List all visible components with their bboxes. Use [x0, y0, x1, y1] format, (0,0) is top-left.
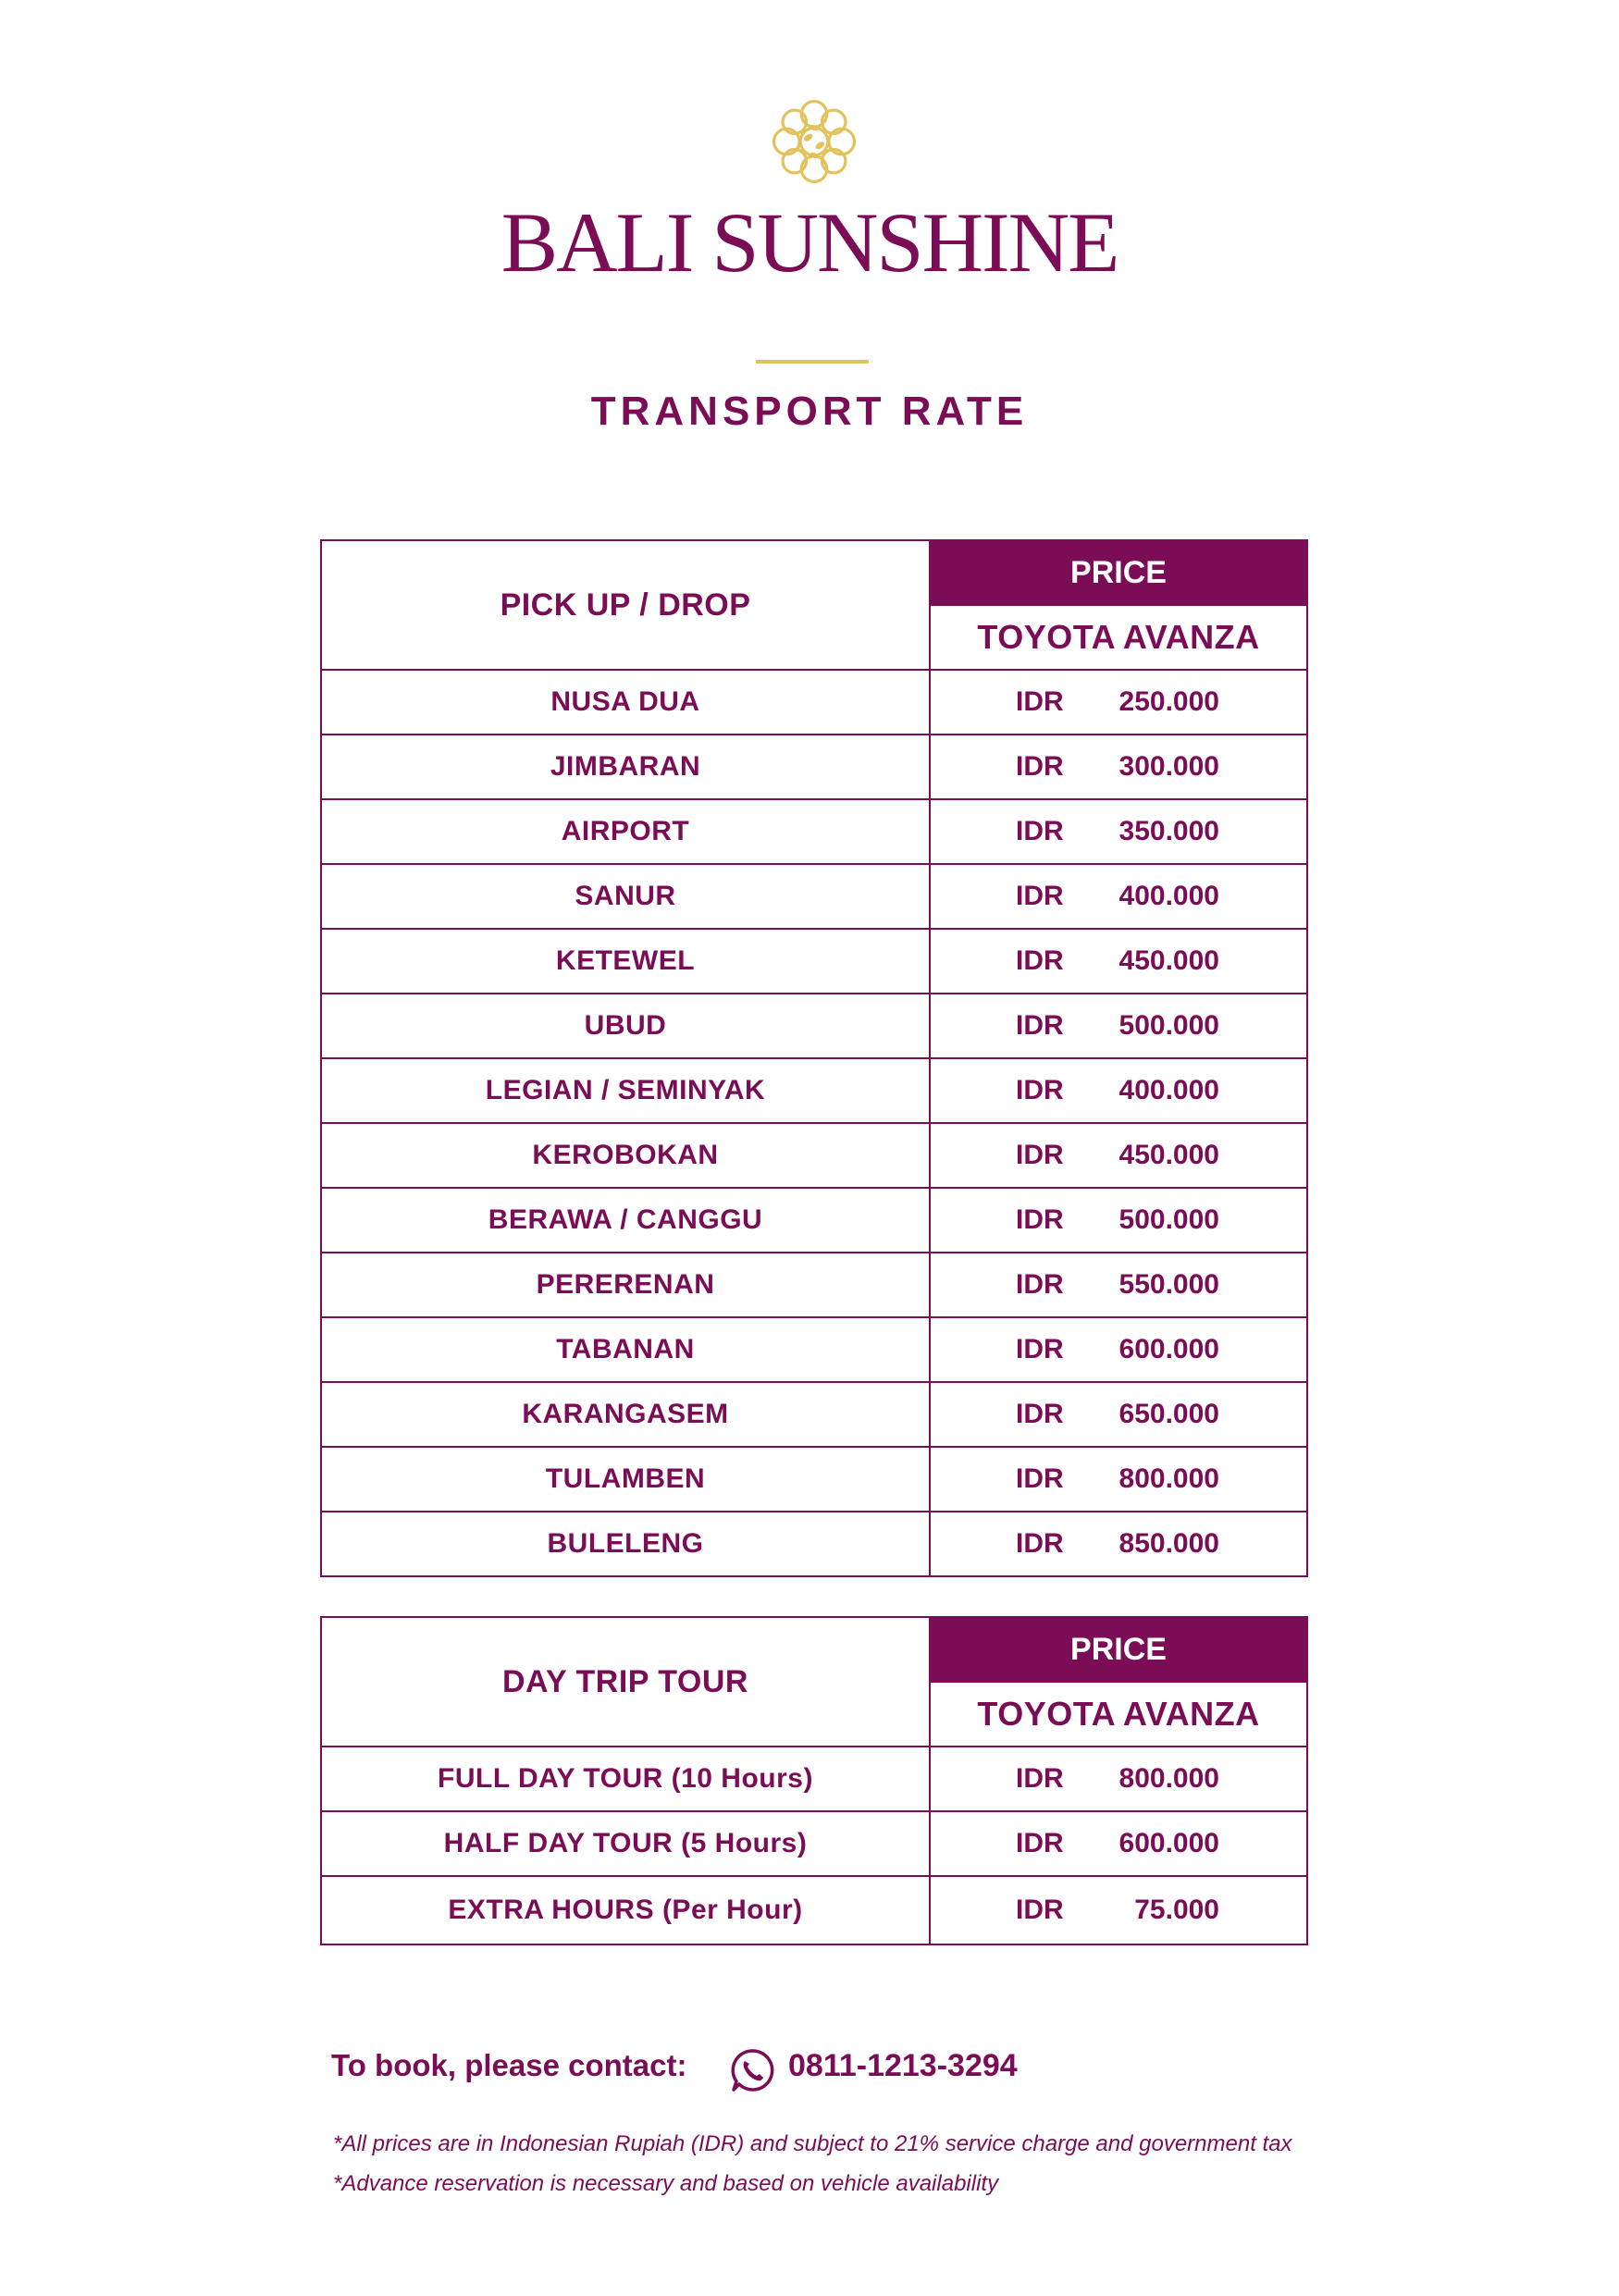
- table-row: [321, 734, 1307, 799]
- price-amount: 850.000: [1118, 1528, 1219, 1559]
- price-amount: 250.000: [1118, 686, 1219, 717]
- price-cell: [930, 1317, 1307, 1382]
- currency-label: IDR: [1016, 1399, 1064, 1429]
- currency-label: IDR: [1016, 1334, 1064, 1364]
- table-row: [321, 1123, 1307, 1188]
- location-cell: TABANAN: [321, 1317, 930, 1382]
- location-cell: SANUR: [321, 864, 930, 929]
- price-cell: [930, 1876, 1307, 1944]
- price-amount: 450.000: [1118, 945, 1219, 976]
- table-row: [321, 994, 1307, 1058]
- table-row: [321, 1058, 1307, 1123]
- table-row: [321, 1447, 1307, 1512]
- page-title: TRANSPORT RATE: [590, 389, 1029, 434]
- location-cell: AIRPORT: [321, 799, 930, 864]
- vehicle-header: TOYOTA AVANZA: [930, 605, 1307, 670]
- price-cell: [930, 1188, 1307, 1253]
- currency-label: IDR: [1016, 751, 1064, 782]
- price-cell: [930, 864, 1307, 929]
- table-row: [321, 670, 1307, 734]
- price-amount: 650.000: [1118, 1399, 1219, 1429]
- location-cell: JIMBARAN: [321, 734, 930, 799]
- location-cell: KEROBOKAN: [321, 1123, 930, 1188]
- price-amount: 800.000: [1118, 1763, 1219, 1794]
- price-amount: 600.000: [1118, 1334, 1219, 1364]
- price-amount: 500.000: [1118, 1010, 1219, 1041]
- price-amount: 450.000: [1118, 1140, 1219, 1170]
- price-cell: [930, 670, 1307, 734]
- location-cell: KARANGASEM: [321, 1382, 930, 1447]
- price-amount: 400.000: [1118, 1075, 1219, 1105]
- whatsapp-icon: [729, 2047, 775, 2093]
- table-row: [321, 1747, 1307, 1811]
- day-trip-table: [320, 1616, 1308, 1945]
- day-trip-header: DAY TRIP TOUR: [321, 1617, 930, 1747]
- price-amount: 400.000: [1118, 881, 1219, 911]
- location-cell: TULAMBEN: [321, 1447, 930, 1512]
- price-amount: 75.000: [1134, 1895, 1219, 1925]
- price-cell: [930, 1253, 1307, 1317]
- currency-label: IDR: [1016, 686, 1064, 717]
- price-amount: 500.000: [1118, 1204, 1219, 1235]
- table-row: [321, 1382, 1307, 1447]
- price-amount: 550.000: [1118, 1269, 1219, 1300]
- table-row: [321, 1188, 1307, 1253]
- table-row: [321, 1876, 1307, 1944]
- price-header: PRICE: [930, 1617, 1307, 1682]
- price-cell: [930, 1811, 1307, 1876]
- table-row: [321, 1253, 1307, 1317]
- vehicle-header: TOYOTA AVANZA: [930, 1682, 1307, 1747]
- price-cell: [930, 994, 1307, 1058]
- location-cell: LEGIAN / SEMINYAK: [321, 1058, 930, 1123]
- price-amount: 350.000: [1118, 816, 1219, 846]
- price-header: PRICE: [930, 540, 1307, 605]
- table-row: [321, 799, 1307, 864]
- price-cell: [930, 929, 1307, 994]
- brand-name: BALI SUNSHINE: [501, 195, 1118, 290]
- extra-hours-label: EXTRA HOURS (Per Hour): [321, 1876, 930, 1944]
- price-cell: [930, 799, 1307, 864]
- table-row: [321, 1811, 1307, 1876]
- price-cell: [930, 1447, 1307, 1512]
- price-cell: [930, 734, 1307, 799]
- currency-label: IDR: [1016, 1204, 1064, 1235]
- booking-contact-label: To book, please contact:: [331, 2048, 687, 2082]
- price-cell: [930, 1382, 1307, 1447]
- currency-label: IDR: [1016, 945, 1064, 976]
- location-cell: BERAWA / CANGGU: [321, 1188, 930, 1253]
- pickup-drop-header: PICK UP / DROP: [321, 540, 930, 670]
- table-row: [321, 1512, 1307, 1576]
- table-row: [321, 929, 1307, 994]
- currency-label: IDR: [1016, 1528, 1064, 1559]
- title-divider: [756, 360, 869, 364]
- price-cell: [930, 1747, 1307, 1811]
- currency-label: IDR: [1016, 1075, 1064, 1105]
- location-cell: UBUD: [321, 994, 930, 1058]
- brand-logo-icon: [765, 93, 863, 191]
- location-cell: HALF DAY TOUR (5 Hours): [321, 1811, 930, 1876]
- footnote: *Advance reservation is necessary and based on vehicle availability: [333, 2171, 999, 2196]
- location-cell: KETEWEL: [321, 929, 930, 994]
- currency-label: IDR: [1016, 816, 1064, 846]
- currency-label: IDR: [1016, 1895, 1064, 1925]
- price-amount: 600.000: [1118, 1828, 1219, 1858]
- transfer-rate-table: [320, 539, 1308, 1577]
- location-cell: FULL DAY TOUR (10 Hours): [321, 1747, 930, 1811]
- table-row: [321, 864, 1307, 929]
- currency-label: IDR: [1016, 1828, 1064, 1858]
- price-cell: [930, 1058, 1307, 1123]
- footnote: *All prices are in Indonesian Rupiah (IDR) and subject to 21% service charge and government tax: [333, 2131, 1292, 2156]
- price-cell: [930, 1512, 1307, 1576]
- currency-label: IDR: [1016, 1763, 1064, 1794]
- location-cell: PERERENAN: [321, 1253, 930, 1317]
- price-cell: [930, 1123, 1307, 1188]
- currency-label: IDR: [1016, 1140, 1064, 1170]
- location-cell: BULELENG: [321, 1512, 930, 1576]
- currency-label: IDR: [1016, 1010, 1064, 1041]
- phone-number[interactable]: 0811-1213-3294: [788, 2048, 1018, 2083]
- price-amount: 800.000: [1118, 1463, 1219, 1494]
- currency-label: IDR: [1016, 1463, 1064, 1494]
- location-cell: NUSA DUA: [321, 670, 930, 734]
- currency-label: IDR: [1016, 881, 1064, 911]
- table-row: [321, 1317, 1307, 1382]
- currency-label: IDR: [1016, 1269, 1064, 1300]
- price-amount: 300.000: [1118, 751, 1219, 782]
